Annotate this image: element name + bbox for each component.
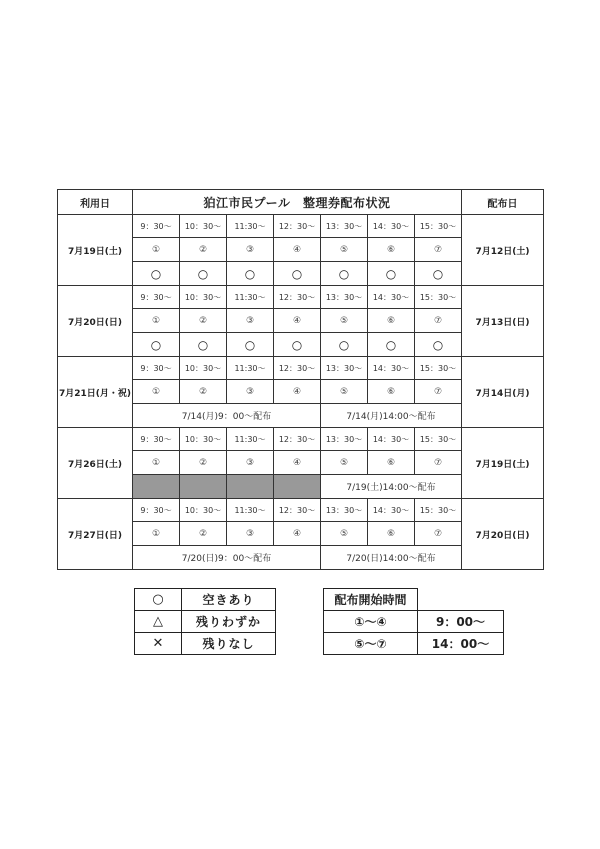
availability-mark: ○ [227,333,274,357]
slot-number: ⑤ [321,380,368,404]
slot-number: ③ [227,451,274,475]
slot-number: ③ [227,309,274,333]
slot-number: ⑤ [321,309,368,333]
use-date: 7月21日(月・祝) [58,357,133,428]
time-slot: 11:30～ [227,357,274,380]
availability-mark: ○ [321,262,368,286]
time-slot: 10：30～ [180,215,227,238]
time-slot: 11:30～ [227,428,274,451]
legend-label: 空きあり [182,589,276,611]
slot-number: ⑤ [321,238,368,262]
time-slot: 14：30～ [368,428,415,451]
dist-date: 7月13日(日) [462,286,544,357]
time-slot: 9：30～ [133,215,180,238]
slot-number: ⑥ [368,522,415,546]
time-slot: 11:30～ [227,215,274,238]
time-slot: 14：30～ [368,357,415,380]
dist-date: 7月20日(日) [462,499,544,570]
unavailable-slot [180,475,227,499]
availability-mark: ○ [368,333,415,357]
availability-mark: ○ [415,333,462,357]
time-slot: 11:30～ [227,499,274,522]
time-slot: 14：30～ [368,286,415,309]
time-slot: 14：30～ [368,499,415,522]
time-slot: 12：30～ [274,215,321,238]
time-slot: 9：30～ [133,428,180,451]
time-slot: 13：30～ [321,428,368,451]
dist-date-header: 配布日 [462,190,544,215]
availability-mark: ○ [227,262,274,286]
dist-date: 7月14日(月) [462,357,544,428]
time-slot: 13：30～ [321,357,368,380]
unavailable-slot [227,475,274,499]
slot-number: ① [133,238,180,262]
slot-number: ⑤ [321,451,368,475]
time-slot: 15：30～ [415,357,462,380]
use-date: 7月19日(土) [58,215,133,286]
availability-mark: ○ [180,333,227,357]
availability-mark: ○ [133,333,180,357]
slot-number: ⑦ [415,380,462,404]
slot-number: ③ [227,522,274,546]
legend-label: 残りなし [182,633,276,655]
slot-number: ② [180,238,227,262]
time-slot: 12：30～ [274,428,321,451]
availability-mark: ○ [274,262,321,286]
legend-table [134,588,276,655]
time-slot: 10：30～ [180,428,227,451]
time-slot: 11:30～ [227,286,274,309]
slot-number: ② [180,522,227,546]
slot-number: ① [133,380,180,404]
slot-number: ⑥ [368,309,415,333]
slot-number: ② [180,380,227,404]
circle-icon: ○ [135,589,182,611]
start-time-table [323,588,504,655]
availability-mark: ○ [133,262,180,286]
slot-number: ③ [227,238,274,262]
cross-icon: ✕ [135,633,182,655]
time-slot: 9：30～ [133,499,180,522]
slot-number: ④ [274,451,321,475]
dist-start-afternoon: 7/14(月)14:00～配布 [321,404,462,428]
slot-number: ④ [274,522,321,546]
slot-number: ⑤ [321,522,368,546]
availability-mark: ○ [274,333,321,357]
availability-mark: ○ [321,333,368,357]
start-time: 9：00～ [418,611,504,633]
distribution-status-table [57,189,544,570]
time-slot: 10：30～ [180,286,227,309]
time-slot: 12：30～ [274,499,321,522]
triangle-icon: △ [135,611,182,633]
slot-number: ⑦ [415,522,462,546]
use-date: 7月27日(日) [58,499,133,570]
slot-number: ⑥ [368,380,415,404]
time-slot: 15：30～ [415,286,462,309]
slot-number: ④ [274,238,321,262]
time-slot: 9：30～ [133,286,180,309]
slot-number: ⑦ [415,451,462,475]
slot-number: ② [180,309,227,333]
unavailable-slot [274,475,321,499]
time-slot: 13：30～ [321,286,368,309]
slot-number: ④ [274,309,321,333]
slot-number: ① [133,522,180,546]
use-date: 7月20日(日) [58,286,133,357]
availability-mark: ○ [368,262,415,286]
slot-number: ⑦ [415,309,462,333]
slot-number: ④ [274,380,321,404]
slot-range: ⑤～⑦ [324,633,418,655]
slot-number: ⑥ [368,451,415,475]
slot-number: ② [180,451,227,475]
time-slot: 10：30～ [180,499,227,522]
time-slot: 13：30～ [321,499,368,522]
time-slot: 15：30～ [415,215,462,238]
dist-start-morning: 7/20(日)9：00～配布 [133,546,321,570]
dist-start-afternoon: 7/20(日)14:00～配布 [321,546,462,570]
slot-number: ⑥ [368,238,415,262]
availability-mark: ○ [180,262,227,286]
time-slot: 9：30～ [133,357,180,380]
dist-date: 7月19日(土) [462,428,544,499]
slot-number: ⑦ [415,238,462,262]
dist-date: 7月12日(土) [462,215,544,286]
time-slot: 10：30～ [180,357,227,380]
start-time: 14：00～ [418,633,504,655]
dist-start-afternoon: 7/19(土)14:00～配布 [321,475,462,499]
table-title: 狛江市民プール 整理券配布状況 [133,190,462,215]
slot-number: ③ [227,380,274,404]
slot-range: ①～④ [324,611,418,633]
start-time-title: 配布開始時間 [324,589,418,611]
legend-label: 残りわずか [182,611,276,633]
time-slot: 13：30～ [321,215,368,238]
time-slot: 14：30～ [368,215,415,238]
time-slot: 15：30～ [415,499,462,522]
slot-number: ① [133,451,180,475]
time-slot: 12：30～ [274,286,321,309]
use-date-header: 利用日 [58,190,133,215]
unavailable-slot [133,475,180,499]
slot-number: ① [133,309,180,333]
availability-mark: ○ [415,262,462,286]
time-slot: 12：30～ [274,357,321,380]
use-date: 7月26日(土) [58,428,133,499]
dist-start-morning: 7/14(月)9：00～配布 [133,404,321,428]
time-slot: 15：30～ [415,428,462,451]
